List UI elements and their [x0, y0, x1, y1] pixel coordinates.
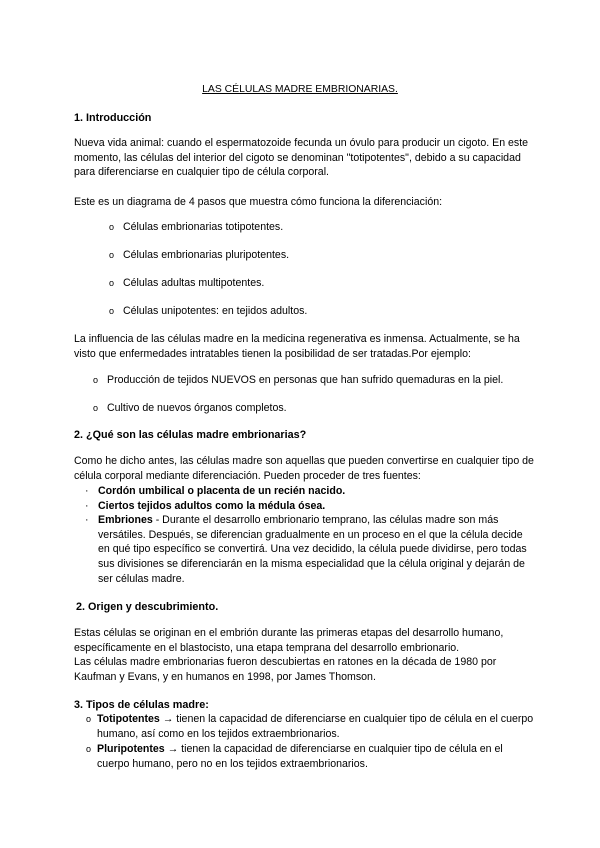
paragraph-que-son: Como he dicho antes, las células madre son aquellas que pueden convertirse en cualquier tipo de célula corporal mediante diferenciación. Pueden proceder de tres fuentes:: [74, 455, 534, 482]
circle-bullet-icon: o: [109, 222, 115, 232]
circle-bullet-icon: o: [93, 375, 99, 385]
list-item-example: [93, 401, 287, 416]
source-bold-text: Embriones: [98, 514, 153, 527]
source-text: - Durante el desarrollo embrionario temprano, las células madre son más versátiles. Después, se diferencian gradualmente en un proceso en el que la célula decide en qué tipo específico se convertirá. Una vez decidido, la célula puede dividirse, pero todas sus divisiones se diferenciarán en la misma especialidad que la célula original y dejarán de ser células madre.: [98, 514, 527, 585]
list-item-label: Células embrionarias totipotentes.: [123, 221, 284, 233]
list-item-type: [86, 712, 536, 741]
section-heading-tipos: 3. Tipos de células madre:: [74, 699, 209, 711]
circle-bullet-icon: o: [109, 306, 115, 316]
paragraph-intro: Nueva vida animal: cuando el espermatozoide fecunda un óvulo para producir un cigoto. En este momento, las células del interior del cigoto se denominan "totipotentes", debido a su capacidad para diferenciarse en cualquier tipo de célula corporal.: [74, 137, 529, 179]
section-heading-origen: 2. Origen y descubrimiento.: [76, 601, 219, 613]
list-item-step: [109, 248, 289, 263]
list-item-label: Células embrionarias pluripotentes.: [123, 249, 290, 261]
paragraph-origen: Estas células se originan en el embrión durante las primeras etapas del desarrollo humano, específicamente en el blastocisto, una etapa temprana del desarrollo embrionario.: [74, 627, 504, 654]
dot-bullet-icon: ·: [85, 514, 89, 527]
paragraph-diagram: Este es un diagrama de 4 pasos que muestra cómo funciona la diferenciación:: [74, 196, 443, 208]
source-bold-text: Ciertos tejidos adultos como la médula ósea.: [98, 499, 326, 512]
types-list: [86, 712, 536, 772]
type-text: → tienen la capacidad de diferenciarse en cualquier tipo de célula en el cuerpo humano, pero no en los tejidos extraembrionarios.: [97, 743, 503, 770]
source-bold-text: Cordón umbilical o placenta de un recién nacido.: [98, 485, 346, 497]
dot-bullet-icon: ·: [85, 485, 89, 497]
section-heading-que-son: 2. ¿Qué son las células madre embrionarias?: [74, 429, 307, 441]
type-text: → tienen la capacidad de diferenciarse en cualquier tipo de célula en el cuerpo humano, así como en los tejidos extraembrionarios.: [97, 713, 534, 740]
list-item-step: [109, 276, 264, 291]
list-item-example: [93, 373, 503, 388]
circle-bullet-icon: o: [109, 278, 115, 288]
circle-bullet-icon: o: [86, 744, 92, 755]
type-name: Pluripotentes: [97, 743, 165, 756]
list-item-step: [109, 304, 307, 319]
list-item-label: Cultivo de nuevos órganos completos.: [107, 402, 287, 414]
circle-bullet-icon: o: [86, 714, 92, 724]
circle-bullet-icon: o: [109, 250, 115, 260]
dot-bullet-icon: ·: [85, 499, 89, 512]
list-item-label: Producción de tejidos NUEVOS en personas que han sufrido quemaduras en la piel.: [107, 374, 504, 386]
list-item-type: [86, 742, 536, 771]
list-item-source: [85, 484, 535, 499]
paragraph-descubrimiento: Las células madre embrionarias fueron descubiertas en ratones en la década de 1980 por Kaufman y Evans, y en humanos en 1998, por James Thomson.: [74, 656, 497, 683]
list-item-label: Células adultas multipotentes.: [123, 277, 265, 289]
paragraph-influencia: La influencia de las células madre en la medicina regenerativa es inmensa. Actualmente, se ha visto que enfermedades intratables tienen la posibilidad de ser tratadas.Por ejemplo:: [74, 333, 520, 360]
sources-list: [85, 484, 535, 586]
circle-bullet-icon: o: [93, 403, 99, 413]
section-heading-introduccion: 1. Introducción: [74, 112, 152, 124]
type-name: Totipotentes: [97, 713, 160, 725]
list-item-label: Células unipotentes: en tejidos adultos.: [123, 305, 308, 317]
list-item-source: [85, 513, 535, 586]
list-item-step: [109, 220, 283, 235]
document-title: LAS CÉLULAS MADRE EMBRIONARIAS.: [202, 84, 398, 95]
list-item-source: [85, 499, 535, 514]
